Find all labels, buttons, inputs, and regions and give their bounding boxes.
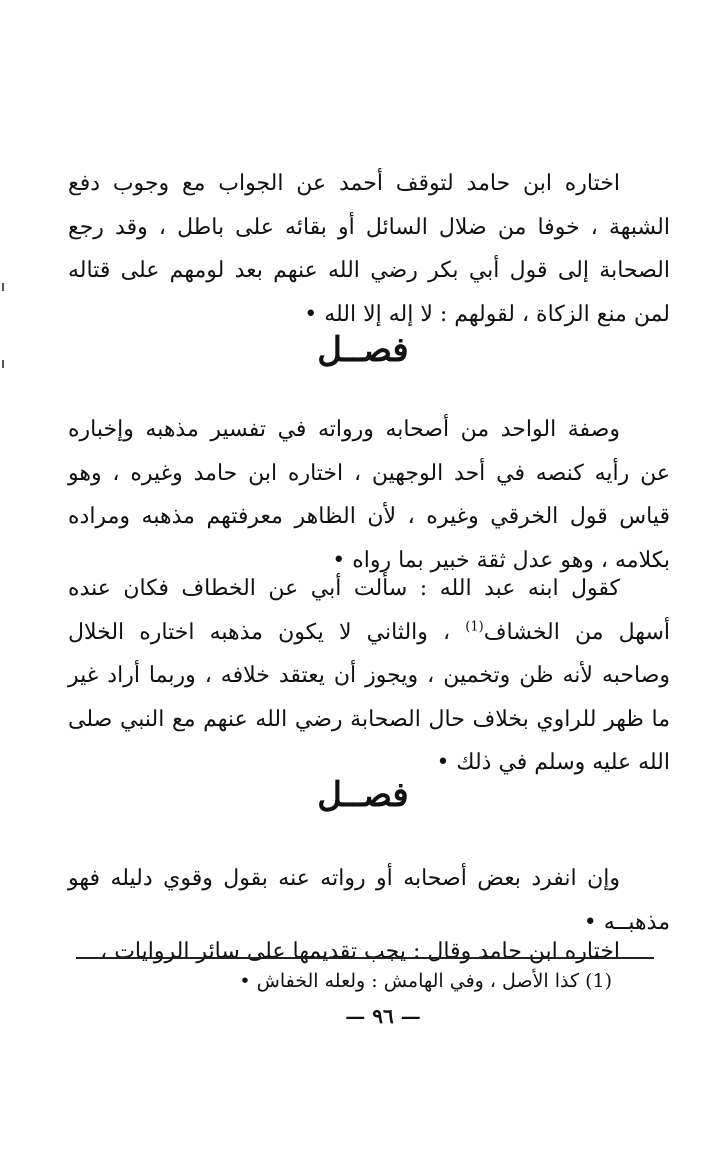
- page-number: — ٩٦ —: [345, 1004, 421, 1028]
- paragraph-3-text-before-ref: كقول ابنه عبد الله : سألت أبي عن الخطاف فكان عنده أسهل من الخشاف: [68, 576, 670, 645]
- footnote-reference: (1): [465, 619, 484, 635]
- footnote-divider: [76, 957, 654, 959]
- section-heading: فصــل: [317, 775, 409, 815]
- paragraph-5: اختاره ابن حامد وقال : يجب تقديمها على سائر الروايات ،: [100, 939, 620, 964]
- paragraph-3: [68, 567, 670, 785]
- paragraph-3-text-after-ref: ، والثاني لا يكون مذهبه اختاره الخلال وصاحبه لأنه ظن وتخمين ، ويجوز أن يعتقد خلافه ، وربما أراد غير ما ظهر للراوي بخلاف حال الصحابة رضي الله عنهم مع النبي صلى الله عليه وسلم في ذلك •: [68, 619, 670, 775]
- footnote: (1) كذا الأصل ، وفي الهامش : ولعله الخفاش •: [239, 970, 612, 992]
- section-heading: فصــل: [317, 330, 409, 370]
- paragraph-2: وصفة الواحد من أصحابه ورواته في تفسير مذهبه وإخباره عن رأيه كنصه في أحد الوجهين ، اختاره ابن حامد وغيره ، وهو قياس قول الخرقي وغيره ، لأن الظاهر معرفتهم مذهبه ومراده بكلامه ، وهو عدل ثقة خبير بما رواه •: [68, 417, 670, 573]
- paragraph-4: وإن انفرد بعض أصحابه أو رواته عنه بقول وقوي دليله فهو مذهبــه •: [68, 866, 670, 935]
- scan-edge-mark: [2, 283, 4, 291]
- paragraph-1: اختاره ابن حامد لتوقف أحمد عن الجواب مع وجوب دفع الشبهة ، خوفا من ضلال السائل أو بقائه على باطل ، وقد رجع الصحابة إلى قول أبي بكر رضي الله عنهم بعد لومهم على قتاله لمن منع الزكاة ، لقولهم : لا إله إلا الله •: [68, 171, 670, 327]
